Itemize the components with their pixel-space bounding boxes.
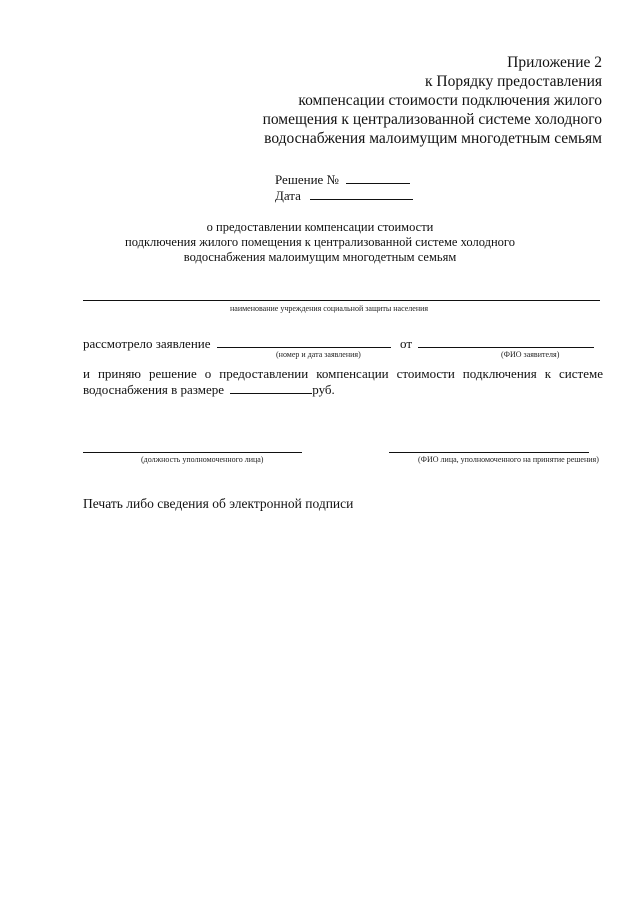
applicant-name-field[interactable] — [418, 336, 594, 348]
institution-name-field[interactable] — [83, 300, 600, 301]
appendix-line: помещения к централизованной системе холодного — [262, 111, 602, 128]
appendix-line: к Порядку предоставления — [425, 73, 602, 90]
decision-date-row — [275, 188, 413, 204]
decision-date-label: Дата — [275, 188, 301, 203]
seal-note: Печать либо сведения об электронной подписи — [83, 496, 354, 511]
application-number-caption: (номер и дата заявления) — [276, 350, 361, 359]
appendix-line: Приложение 2 — [507, 54, 602, 71]
considered-label: рассмотрело заявление — [83, 336, 211, 351]
subject-line: подключения жилого помещения к централизованной системе холодного — [125, 235, 515, 249]
decision-subject — [0, 220, 640, 265]
decision-block — [275, 172, 413, 204]
decision-number-field[interactable] — [346, 172, 410, 184]
appendix-line: компенсации стоимости подключения жилого — [298, 92, 602, 109]
institution-caption: наименование учреждения социальной защиты населения — [230, 304, 429, 313]
subject-line: водоснабжения малоимущим многодетным семьям — [183, 250, 457, 264]
decision-date-field[interactable] — [310, 188, 413, 200]
application-number-field[interactable] — [217, 336, 391, 348]
from-label: от — [400, 336, 413, 351]
position-signature-field[interactable] — [83, 452, 302, 453]
amount-prefix: водоснабжения в размере — [83, 382, 225, 397]
decision-number-row — [275, 172, 413, 188]
decision-text-line1: и приняю решение о предоставлении компенсации стоимости подключения к системе — [83, 366, 603, 381]
amount-field[interactable] — [230, 382, 312, 394]
decision-text-line2 — [83, 382, 603, 398]
decision-number-label: Решение № — [275, 172, 339, 187]
appendix-header — [263, 53, 602, 148]
applicant-caption: (ФИО заявителя) — [501, 350, 560, 359]
decision-text — [83, 366, 603, 398]
name-caption: (ФИО лица, уполномоченного на принятие решения) — [418, 455, 599, 464]
name-signature-field[interactable] — [389, 452, 589, 453]
amount-suffix: руб. — [312, 382, 335, 397]
subject-line: о предоставлении компенсации стоимости — [206, 220, 434, 234]
appendix-line: водоснабжения малоимущим многодетным семьям — [264, 130, 602, 147]
position-caption: (должность уполномоченного лица) — [141, 455, 264, 464]
